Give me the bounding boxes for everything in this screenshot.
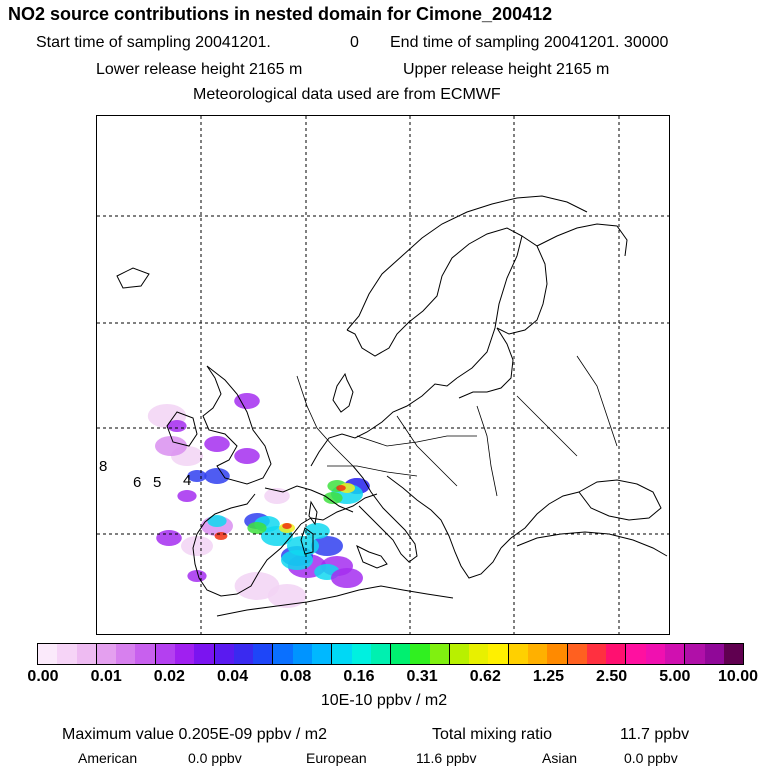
contour-label-8: 8 <box>99 458 108 475</box>
european-label: European <box>306 750 367 766</box>
colorbar-swatch <box>57 644 76 664</box>
colorbar-swatch <box>488 644 508 664</box>
concentration-blob <box>282 523 292 529</box>
colorbar-swatch <box>705 644 724 664</box>
concentration-blob <box>177 490 196 502</box>
colorbar-tick-label: 0.02 <box>153 668 185 685</box>
colorbar-swatch <box>215 644 234 664</box>
colorbar-swatch <box>665 644 685 664</box>
colorbar-swatch <box>175 644 194 664</box>
american-value: 0.0 ppbv <box>188 750 242 766</box>
lower-release-height: Lower release height 2165 m <box>96 61 303 78</box>
concentration-blob <box>215 532 228 540</box>
colorbar-swatch <box>135 644 155 664</box>
contour-label-4: 4 <box>183 472 192 489</box>
colorbar-swatch <box>450 644 469 664</box>
colorbar-tick-label: 5.00 <box>659 668 691 685</box>
colorbar-tick-label: 0.00 <box>27 668 59 685</box>
colorbar-tick-label: 2.50 <box>596 668 628 685</box>
concentration-blob <box>156 530 182 546</box>
upper-release-height: Upper release height 2165 m <box>403 61 610 78</box>
colorbar-swatch <box>469 644 488 664</box>
colorbar <box>37 643 744 665</box>
colorbar-swatch <box>38 644 57 664</box>
colorbar-tick-label: 0.01 <box>90 668 122 685</box>
colorbar-tick-label: 0.04 <box>216 668 249 685</box>
colorbar-swatch <box>410 644 429 664</box>
total-mixing-ratio-value: 11.7 ppbv <box>620 726 690 743</box>
start-time-label: Start time of sampling 20041201. <box>36 34 271 51</box>
contour-label-5: 5 <box>153 474 162 491</box>
end-time-label: End time of sampling 20041201. 30000 <box>390 34 669 51</box>
map-svg <box>97 116 669 634</box>
colorbar-swatch <box>156 644 175 664</box>
colorbar-swatch <box>587 644 606 664</box>
contour-label-6: 6 <box>133 474 142 491</box>
colorbar-tick-label: 1.25 <box>532 668 565 685</box>
lat-lon-grid <box>97 116 669 634</box>
colorbar-tick-label: 10.00 <box>717 668 759 685</box>
colorbar-swatch <box>273 644 292 664</box>
concentration-blob <box>331 568 363 588</box>
asian-label: Asian <box>542 750 578 766</box>
concentration-blob <box>336 485 346 491</box>
meteo-source: Meteorological data used are from ECMWF <box>193 86 501 103</box>
concentration-blob <box>181 536 213 556</box>
colorbar-swatch <box>234 644 253 664</box>
colorbar-swatch <box>253 644 273 664</box>
colorbar-tick-label: 0.62 <box>469 668 501 685</box>
plot-title: NO2 source contributions in nested domain for Cimone_200412 <box>8 4 553 24</box>
colorbar-swatch <box>724 644 743 664</box>
concentration-blob <box>247 522 266 534</box>
map-panel <box>96 115 670 635</box>
colorbar-swatch <box>352 644 371 664</box>
colorbar-tick-label: 0.16 <box>343 668 375 685</box>
colorbar-swatch <box>646 644 665 664</box>
colorbar-swatch <box>293 644 312 664</box>
colorbar-ticks <box>0 668 768 690</box>
colorbar-swatch <box>568 644 587 664</box>
colorbar-swatch <box>332 644 351 664</box>
colorbar-tick-label: 0.31 <box>406 668 438 685</box>
asian-value: 0.0 ppbv <box>624 750 678 766</box>
maximum-value: Maximum value 0.205E-09 ppbv / m2 <box>62 726 328 743</box>
colorbar-swatch <box>371 644 391 664</box>
concentration-blob <box>207 515 226 527</box>
total-mixing-ratio-label: Total mixing ratio <box>432 726 553 743</box>
colorbar-swatch <box>312 644 332 664</box>
american-label: American <box>78 750 138 766</box>
colorbar-swatch <box>391 644 410 664</box>
concentration-field <box>148 393 370 608</box>
concentration-blob <box>155 436 187 456</box>
concentration-blob <box>204 436 230 452</box>
colorbar-swatch <box>626 644 645 664</box>
colorbar-swatch <box>547 644 567 664</box>
concentration-blob <box>234 448 260 464</box>
colorbar-unit: 10E-10 ppbv / m2 <box>320 692 448 709</box>
colorbar-swatch <box>116 644 135 664</box>
colorbar-swatch <box>77 644 97 664</box>
concentration-blob <box>204 468 230 484</box>
colorbar-swatch <box>430 644 450 664</box>
colorbar-swatch <box>685 644 704 664</box>
colorbar-swatch <box>97 644 116 664</box>
colorbar-swatch <box>528 644 547 664</box>
start-time-value: 0 <box>350 34 359 51</box>
colorbar-swatch <box>194 644 214 664</box>
colorbar-swatch <box>509 644 528 664</box>
european-value: 11.6 ppbv <box>416 750 477 766</box>
colorbar-tick-label: 0.08 <box>280 668 312 685</box>
colorbar-swatch <box>606 644 626 664</box>
